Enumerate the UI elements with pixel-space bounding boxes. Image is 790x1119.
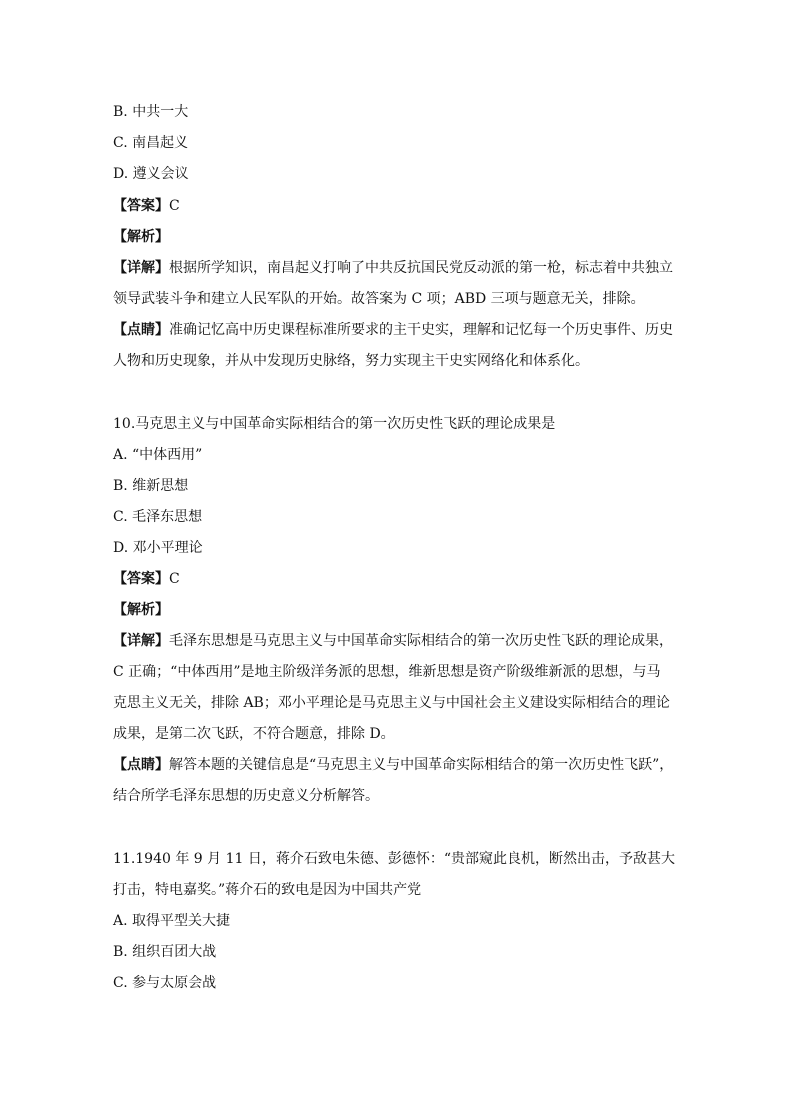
q10-option-c: C. 毛泽东思想 (113, 509, 203, 525)
analysis-tag: 【解析】 (113, 602, 169, 618)
q9-option-c: C. 南昌起义 (113, 135, 189, 151)
detail-tag: 【详解】 (113, 260, 169, 276)
detail-tag: 【详解】 (113, 633, 169, 649)
q10-option-d: D. 邓小平理论 (113, 540, 203, 556)
answer-value: C (169, 571, 180, 587)
q9-option-b: B. 中共一大 (113, 104, 189, 120)
q9-analysis (113, 227, 169, 247)
q11-stem-line-2: 打击，特电嘉奖。”蒋介石的致电是因为中国共产党 (113, 882, 422, 898)
q9-answer (113, 196, 180, 216)
q11-option-c: C. 参与太原会战 (113, 975, 217, 991)
answer-value: C (169, 198, 180, 214)
q10-option-a: A. “中体西用” (113, 447, 203, 463)
q10-detail-line-4: 成果，是第二次飞跃，不符合题意，排除 D。 (113, 726, 395, 742)
q10-detail-line-2: C 正确；“中体西用”是地主阶级洋务派的思想，维新思想是资产阶级维新派的思想，与马 (113, 664, 661, 680)
q11-stem-line-1: 11.1940 年 9 月 11 日，蒋介石致电朱德、彭德怀：“贵部窥此良机，断然出击，予敌甚大 (113, 851, 676, 867)
q9-point-line-2: 人物和历史现象，并从中发现历史脉络，努力实现主干史实网络化和体系化。 (113, 353, 589, 369)
q9-detail-line-2: 领导武装斗争和建立人民军队的开始。故答案为 C 项；ABD 三项与题意无关，排除。 (113, 291, 645, 307)
q10-stem: 10.马克思主义与中国革命实际相结合的第一次历史性飞跃的理论成果是 (113, 416, 556, 432)
point-text: 解答本题的关键信息是“马克思主义与中国革命实际相结合的第一次历史性飞跃”， (169, 757, 674, 773)
q10-answer (113, 569, 180, 589)
q9-option-d: D. 遵义会议 (113, 166, 189, 182)
q10-detail-line-3: 克思主义无关，排除 AB；邓小平理论是马克思主义与中国社会主义建设实际相结合的理论 (113, 695, 670, 711)
detail-text: 毛泽东思想是马克思主义与中国革命实际相结合的第一次历史性飞跃的理论成果， (169, 633, 673, 649)
point-tag: 【点睛】 (113, 322, 169, 338)
q11-option-a: A. 取得平型关大捷 (113, 913, 231, 929)
q10-option-b: B. 维新思想 (113, 478, 189, 494)
q11-option-b: B. 组织百团大战 (113, 944, 217, 960)
q10-analysis (113, 600, 169, 620)
point-text: 准确记忆高中历史课程标准所要求的主干史实，理解和记忆每一个历史事件、历史 (169, 322, 673, 338)
answer-tag: 【答案】 (113, 198, 169, 214)
detail-text: 根据所学知识，南昌起义打响了中共反抗国民党反动派的第一枪，标志着中共独立 (169, 260, 673, 276)
answer-tag: 【答案】 (113, 571, 169, 587)
q10-point-line-2: 结合所学毛泽东思想的历史意义分析解答。 (113, 788, 379, 804)
q9-point-line-1 (113, 320, 673, 340)
q10-point-line-1 (113, 755, 673, 775)
q9-detail-line-1 (113, 258, 673, 278)
analysis-tag: 【解析】 (113, 229, 169, 245)
point-tag: 【点睛】 (113, 757, 169, 773)
q10-detail-line-1 (113, 631, 673, 651)
